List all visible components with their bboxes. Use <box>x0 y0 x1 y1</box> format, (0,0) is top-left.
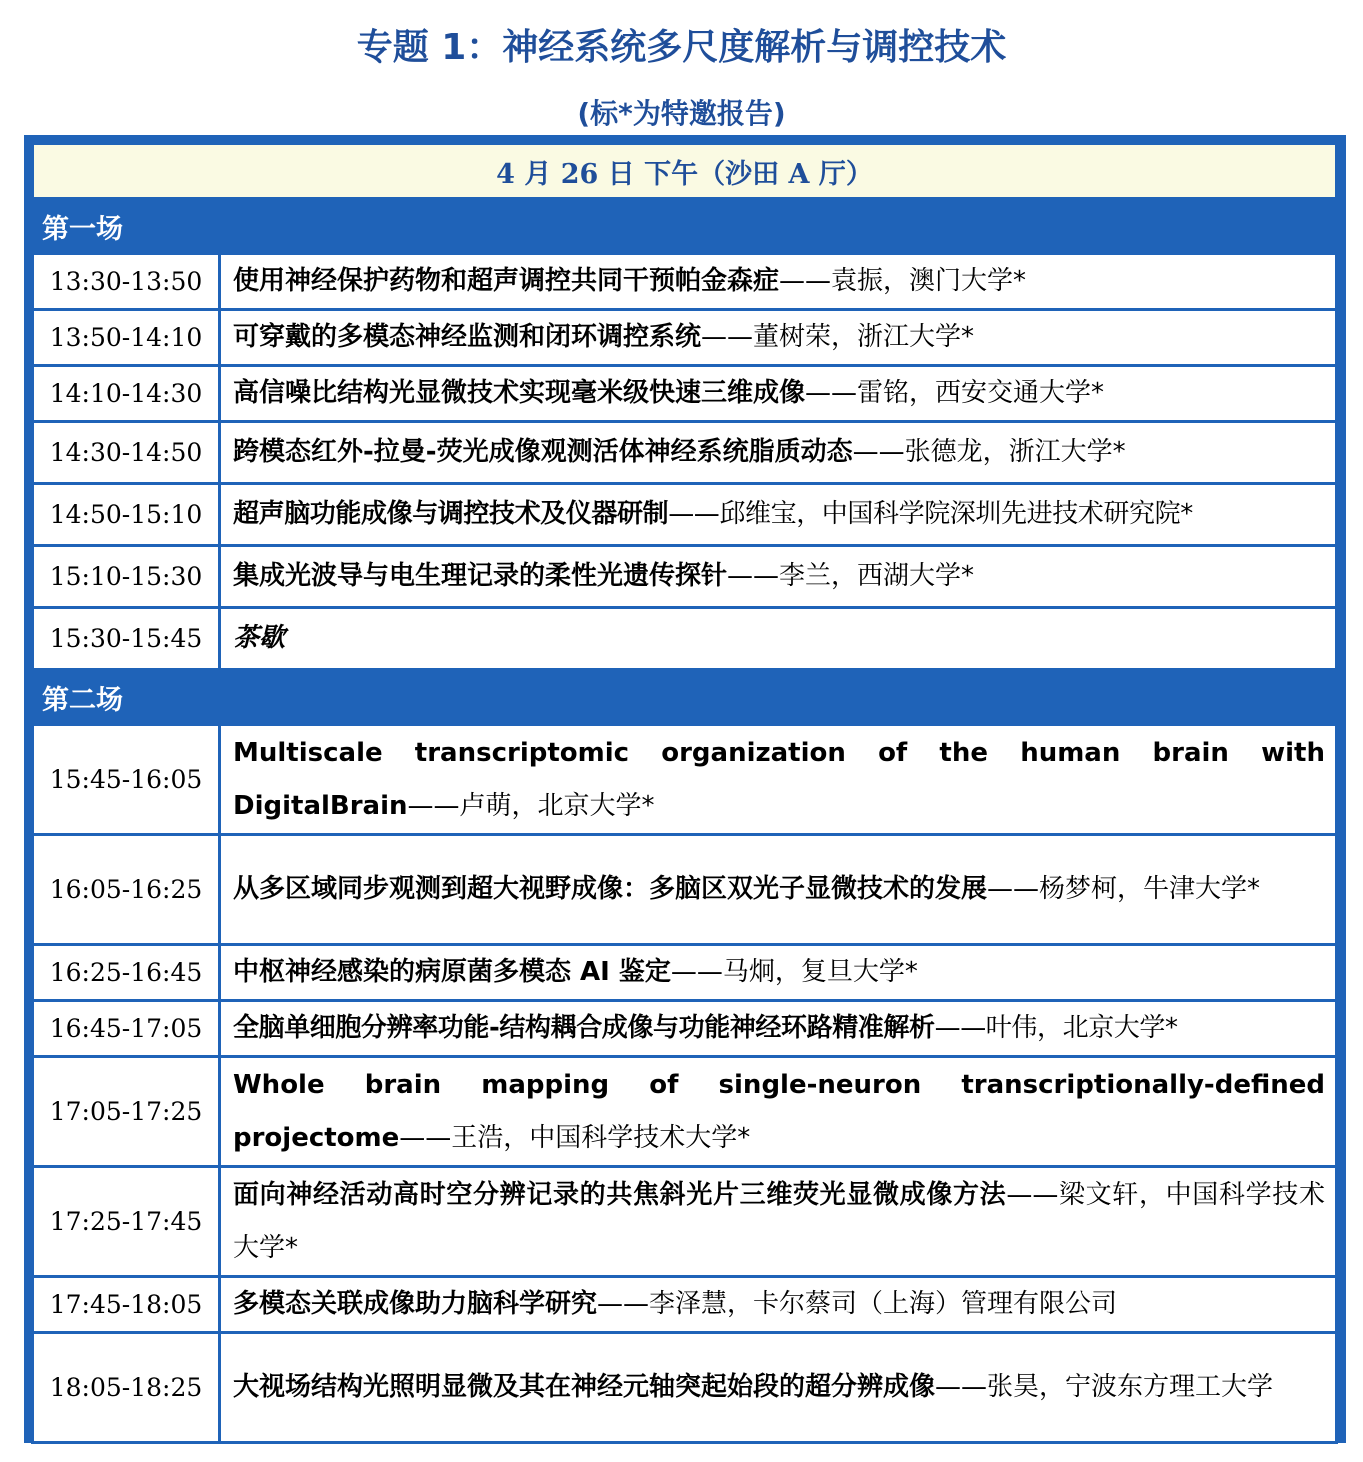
table-row <box>33 254 1337 310</box>
talk-speaker: ——李泽慧，卡尔蔡司（上海）管理有限公司 <box>597 1289 1118 1319</box>
talk-speaker: ——马炯，复旦大学* <box>670 957 918 987</box>
table-row <box>33 484 1337 546</box>
talk-title: Whole brain mapping of single-neuron transcriptionally-defined projectome <box>233 1069 1325 1153</box>
talk-cell <box>220 835 1337 945</box>
page-subtitle: (标*为特邀报告) <box>577 97 786 130</box>
date-row <box>33 144 1337 199</box>
talk-speaker: ——雷铭，西安交通大学* <box>805 378 1105 408</box>
talk-speaker: ——董树荣，浙江大学* <box>701 322 975 352</box>
table-row <box>33 1001 1337 1057</box>
talk-cell <box>220 945 1337 1001</box>
time-slot: 17:05-17:25 <box>33 1057 220 1167</box>
talk-title: 面向神经活动高时空分辨记录的共焦斜光片三维荧光显微成像方法 <box>233 1179 1007 1210</box>
table-row <box>33 725 1337 835</box>
talk-cell <box>220 1057 1337 1167</box>
table-row <box>33 422 1337 484</box>
talk-title: 超声脑功能成像与调控技术及仪器研制 <box>233 499 669 529</box>
time-slot: 15:10-15:30 <box>33 546 220 608</box>
talk-cell <box>220 254 1337 310</box>
time-slot: 17:45-18:05 <box>33 1277 220 1333</box>
time-slot: 13:50-14:10 <box>33 310 220 366</box>
talk-speaker: ——杨梦柯，牛津大学* <box>987 874 1261 904</box>
time-slot: 18:05-18:25 <box>33 1333 220 1443</box>
talk-cell <box>220 1167 1337 1277</box>
time-slot: 15:45-16:05 <box>33 725 220 835</box>
talk-title: 大视场结构光照明显微及其在神经元轴突起始段的超分辨成像 <box>233 1372 936 1402</box>
talk-title: 多模态关联成像助力脑科学研究 <box>233 1289 598 1319</box>
talk-title: Multiscale transcriptomic organization of the human brain with DigitalBrain <box>233 737 1325 821</box>
talk-title: 使用神经保护药物和超声调控共同干预帕金森症 <box>233 266 780 296</box>
page-title: 专题 1：神经系统多尺度解析与调控技术 <box>356 27 1007 68</box>
talk-title: 集成光波导与电生理记录的柔性光遗传探针 <box>233 561 728 591</box>
time-slot: 13:30-13:50 <box>33 254 220 310</box>
talk-title: 中枢神经感染的病原菌多模态 AI 鉴定 <box>233 957 671 987</box>
table-row <box>33 366 1337 422</box>
talk-speaker: ——卢萌，北京大学* <box>407 790 655 821</box>
talk-title: 跨模态红外-拉曼-荧光成像观测活体神经系统脂质动态 <box>233 437 853 467</box>
table-row <box>33 546 1337 608</box>
time-slot: 16:25-16:45 <box>33 945 220 1001</box>
table-row <box>33 835 1337 945</box>
talk-cell <box>220 1277 1337 1333</box>
talk-title: 从多区域同步观测到超大视野成像：多脑区双光子显微技术的发展 <box>233 874 988 904</box>
talk-cell <box>220 422 1337 484</box>
break-label: 茶歇 <box>233 623 286 653</box>
talk-cell <box>220 546 1337 608</box>
time-slot: 16:05-16:25 <box>33 835 220 945</box>
table-row <box>33 608 1337 670</box>
time-slot: 14:10-14:30 <box>33 366 220 422</box>
table-row <box>33 1167 1337 1277</box>
talk-speaker: ——李兰，西湖大学* <box>727 561 975 591</box>
table-row <box>33 1057 1337 1167</box>
talk-speaker: ——邱维宝，中国科学院深圳先进技术研究院* <box>668 499 1193 529</box>
session-header-row <box>33 199 1337 254</box>
talk-speaker: ——张昊，宁波东方理工大学 <box>935 1372 1274 1402</box>
talk-title: 高信噪比结构光显微技术实现毫米级快速三维成像 <box>233 378 806 408</box>
date-label: 4 月 26 日 下午（沙田 A 厅） <box>33 144 1337 199</box>
talk-cell <box>220 366 1337 422</box>
schedule-frame <box>24 135 1346 1443</box>
talk-title: 全脑单细胞分辨率功能-结构耦合成像与功能神经环路精准解析 <box>233 1013 935 1043</box>
table-row <box>33 1333 1337 1443</box>
talk-cell <box>220 484 1337 546</box>
time-slot: 15:30-15:45 <box>33 608 220 670</box>
session-header-row <box>33 670 1337 725</box>
talk-speaker: ——张德龙，浙江大学* <box>852 437 1126 467</box>
talk-cell <box>220 1333 1337 1443</box>
schedule-table <box>31 142 1338 1444</box>
talk-speaker: ——叶伟，北京大学* <box>934 1013 1178 1043</box>
talk-speaker: ——梁文轩，中国科学技术大学* <box>233 1179 1325 1263</box>
talk-cell <box>220 725 1337 835</box>
table-row <box>33 945 1337 1001</box>
time-slot: 17:25-17:45 <box>33 1167 220 1277</box>
time-slot: 14:30-14:50 <box>33 422 220 484</box>
table-row <box>33 310 1337 366</box>
talk-cell <box>220 310 1337 366</box>
table-row <box>33 1277 1337 1333</box>
talk-cell <box>220 608 1337 670</box>
talk-title: 可穿戴的多模态神经监测和闭环调控系统 <box>233 322 702 352</box>
time-slot: 14:50-15:10 <box>33 484 220 546</box>
talk-cell <box>220 1001 1337 1057</box>
talk-speaker: ——王浩，中国科学技术大学* <box>399 1122 751 1153</box>
talk-speaker: ——袁振，澳门大学* <box>779 266 1027 296</box>
session-title: 第二场 <box>33 670 1337 725</box>
time-slot: 16:45-17:05 <box>33 1001 220 1057</box>
session-title: 第一场 <box>33 199 1337 254</box>
